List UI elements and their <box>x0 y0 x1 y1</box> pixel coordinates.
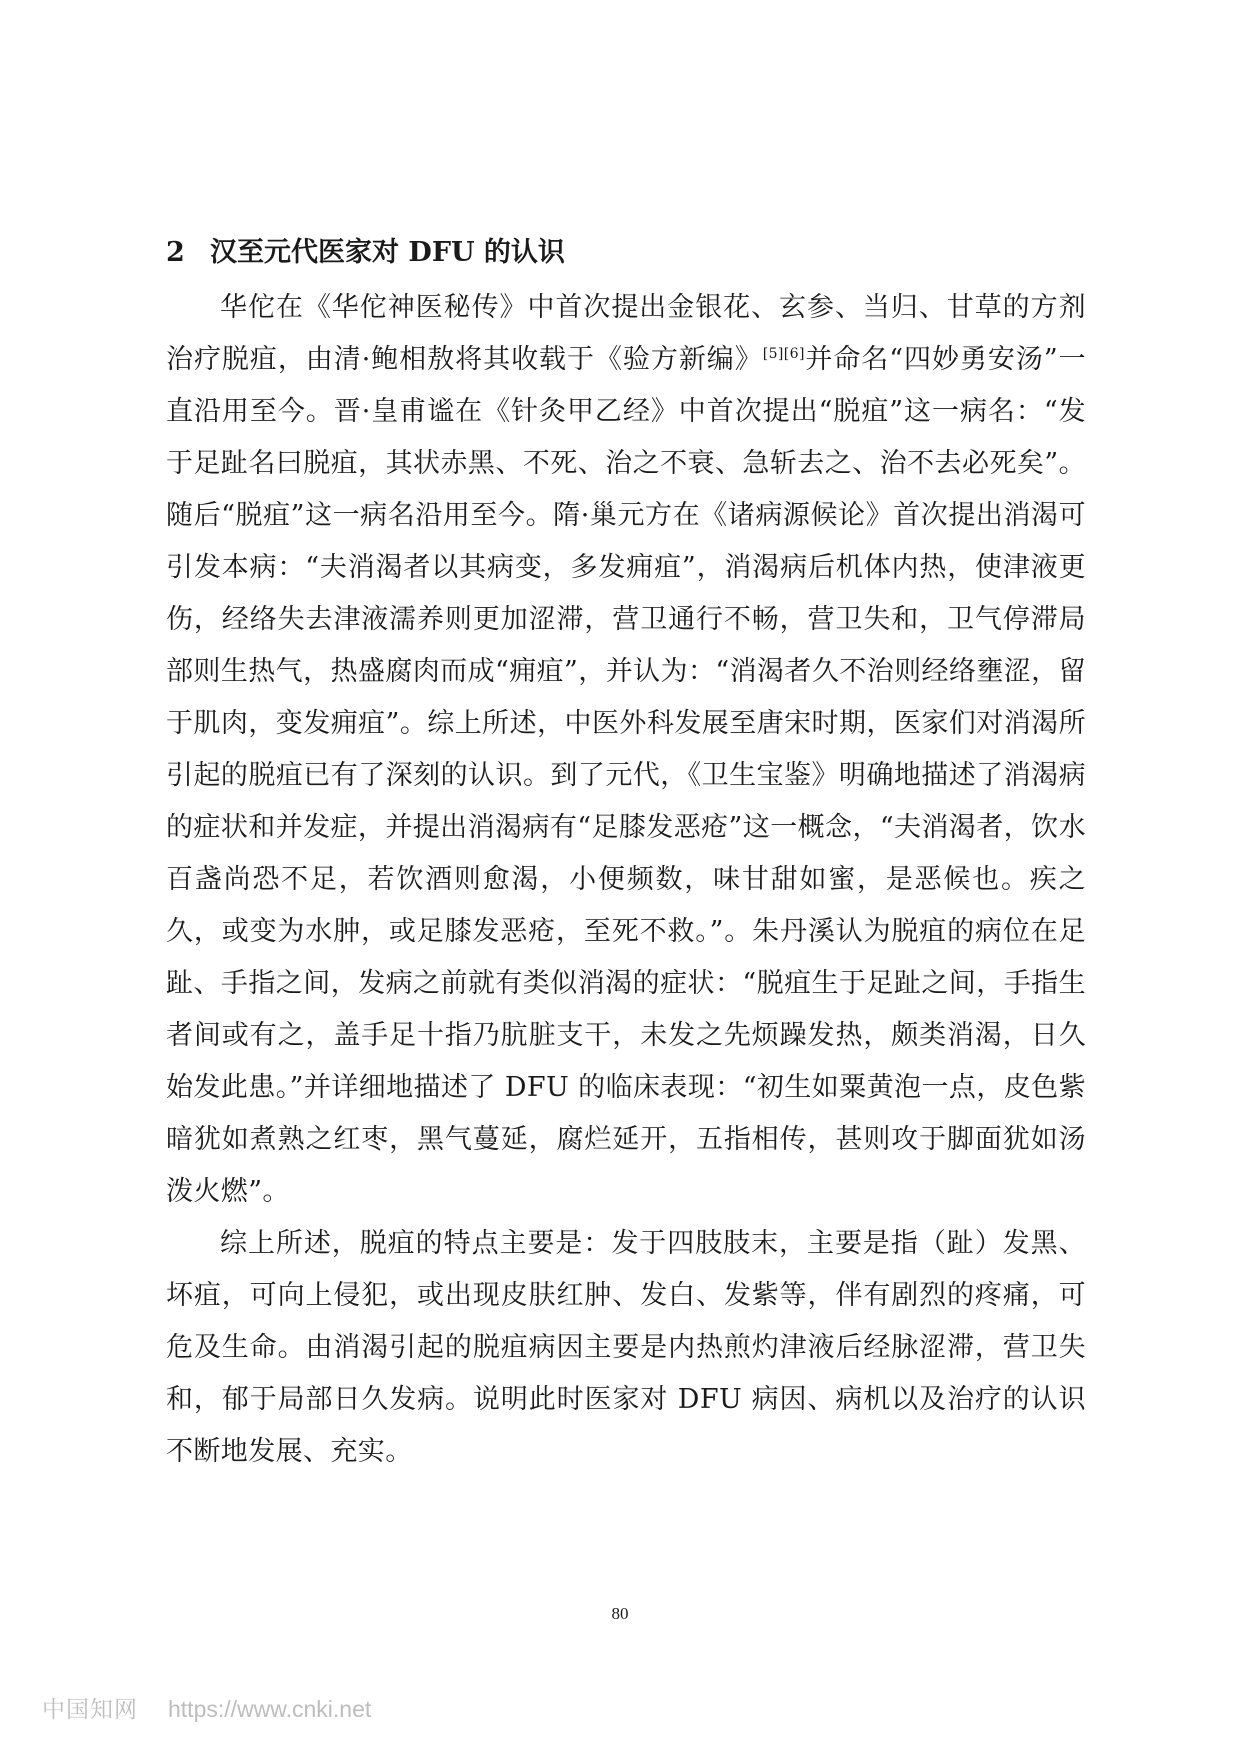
body-text <box>166 282 1086 1478</box>
cnki-watermark <box>42 1691 371 1724</box>
paragraph-1-text-b: 并命名“四妙勇安汤”一直沿用至今。晋·皇甫谧在《针灸甲乙经》中首次提出“脱疽”这一病名：“发于足趾名曰脱疽，其状赤黑、不死、治之不衰、急斩去之、治不去必死矣”。随后“脱疽”这一病名沿用至今。隋·巢元方在《诸病源候论》首次提出消渴可引发本病：“夫消渴者以其病变，多发痈疽”，消渴病后机体内热，使津液更伤，经络失去津液濡养则更加涩滞，营卫通行不畅，营卫失和，卫气停滞局部则生热气，热盛腐肉而成“痈疽”，并认为：“消渴者久不治则经络壅涩，留于肌肉，变发痈疽”。综上所述，中医外科发展至唐宋时期，医家们对消渴所引起的脱疽已有了深刻的认识。到了元代，《卫生宝鉴》明确地描述了消渴病的症状和并发症，并提出消渴病有“足膝发恶疮”这一概念，“夫消渴者，饮水百盏尚恐不足，若饮酒则愈渴，小便频数，味甘甜如蜜，是恶候也。疾之久，或变为水肿，或足膝发恶疮，至死不救。”。朱丹溪认为脱疽的病位在足趾、手指之间，发病之前就有类似消渴的症状：“脱疽生于足趾之间，手指生者间或有之，盖手足十指乃肮脏支干，未发之先烦躁发热，颇类消渴，日久始发此患。”并详细地描述了 DFU 的临床表现：“初生如粟黄泡一点，皮色紫暗犹如煮熟之红枣，黑气蔓延，腐烂延开，五指相传，甚则攻于脚面犹如汤泼火燃”。 <box>166 344 1086 1207</box>
section-title: 汉至元代医家对 DFU 的认识 <box>210 237 565 268</box>
citation-reference: [5][6] <box>762 346 805 362</box>
watermark-url: https://www.cnki.net <box>168 1696 372 1722</box>
paragraph-1-text-a: 华佗在《华佗神医秘传》中首次提出金银花、玄参、当归、甘草的方剂治疗脱疽，由清·鲍相敖将其收载于《验方新编》 <box>166 292 1086 375</box>
section-heading <box>166 236 1086 270</box>
paragraph-2: 综上所述，脱疽的特点主要是：发于四肢肢末，主要是指（趾）发黑、坏疽，可向上侵犯，或出现皮肤红肿、发白、发紫等，伴有剧烈的疼痛，可危及生命。由消渴引起的脱疽病因主要是内热煎灼津液后经脉涩滞，营卫失和，郁于局部日久发病。说明此时医家对 DFU 病因、病机以及治疗的认识不断地发展、充实。 <box>166 1228 1086 1467</box>
paragraph-1 <box>166 282 1086 1218</box>
page-number: 80 <box>611 1604 629 1623</box>
section-number: 2 <box>166 237 185 268</box>
watermark-logo-text: 中国知网 <box>42 1696 138 1722</box>
